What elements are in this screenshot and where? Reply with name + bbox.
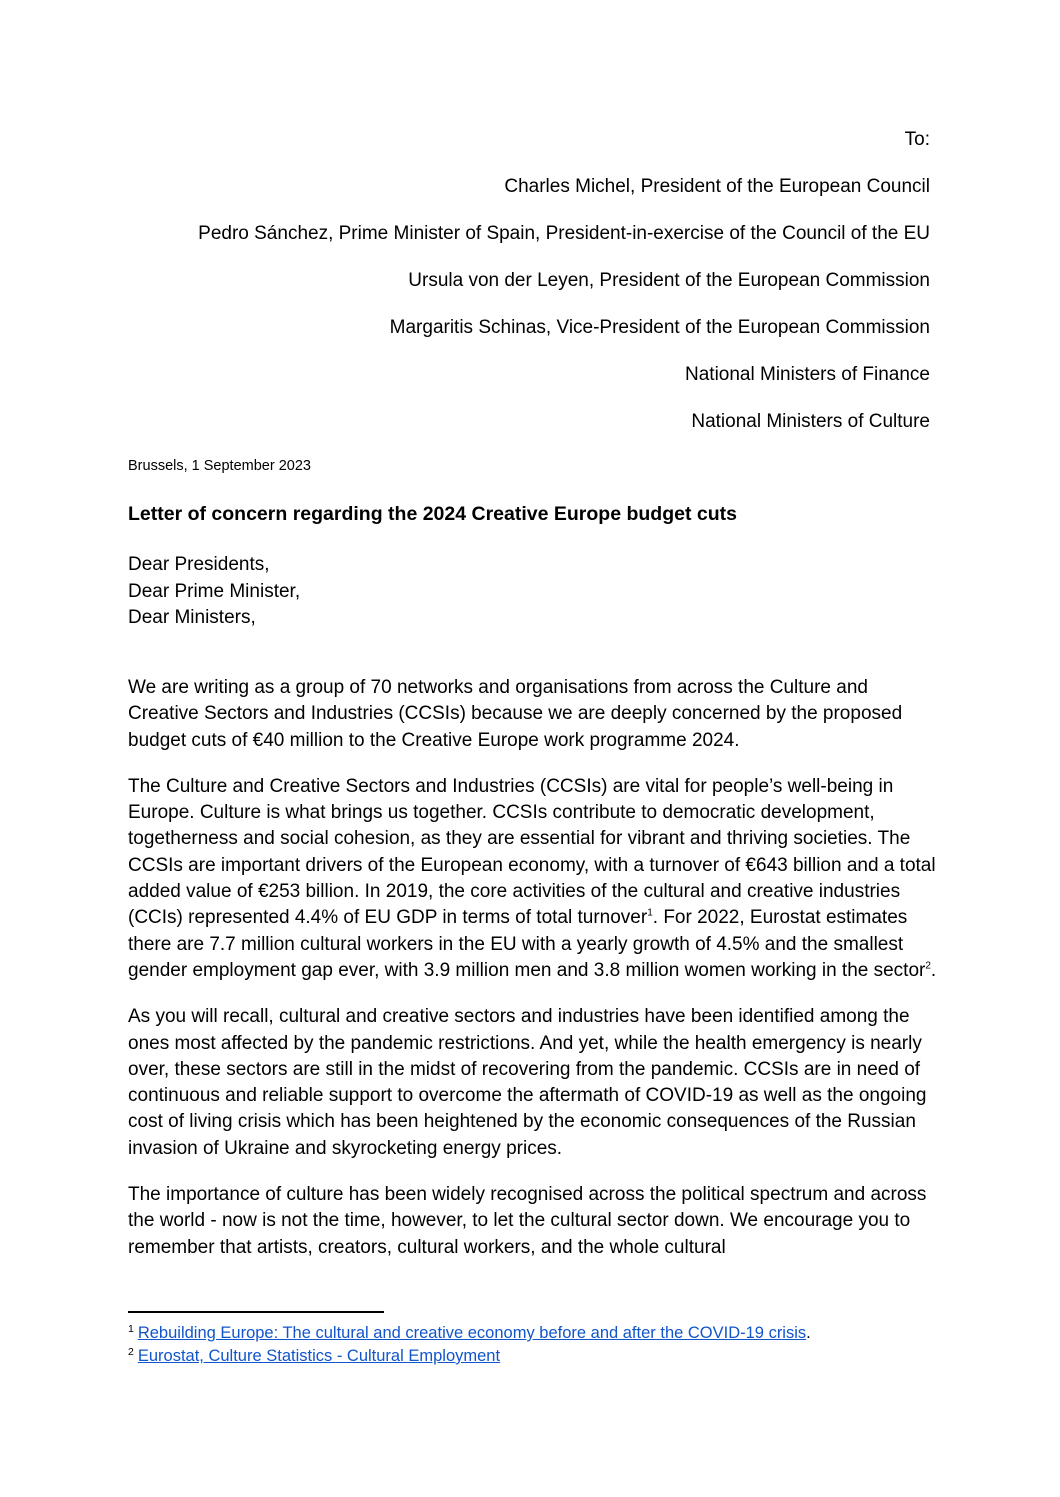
recipient-ursula-von-der-leyen: Ursula von der Leyen, President of the European Commission	[408, 270, 930, 291]
footnote-link-rebuilding-europe[interactable]: Rebuilding Europe: The cultural and creative economy before and after the COVID-19 crisis	[137, 1324, 807, 1342]
recipient-margaritis-schinas: Margaritis Schinas, Vice-President of the European Commission	[389, 317, 930, 338]
recipient-ministers-culture: National Ministers of Culture	[691, 411, 930, 432]
paragraph-3: As you will recall, cultural and creative sectors and industries have been identified among the ones most affected by the pandemic restrictions. And yet, while the health emergency is nearly over, these sectors are still in the midst of recovering from the pandemic. CCSIs are in need of continuous and reliable support to overcome the aftermath of COVID-19 as well as the ongoing cost of living crisis which has been heightened by the economic consequences of the Russian invasion of Ukraine and skyrocketing energy prices.	[128, 1006, 927, 1159]
footnote-divider	[128, 1311, 384, 1313]
footnote-2	[128, 1345, 811, 1368]
footnote-number: 1	[128, 1322, 134, 1335]
paragraph-2: The Culture and Creative Sectors and Industries (CCSIs) are vital for people’s well-being in Europe. Culture is what brings us together. CCSIs contribute to democratic development, togetherness and social cohesion, as they are essential for vibrant and thriving societies. The CCSIs are important drivers of the European economy, with a turnover of €643 billion and a total added value of €253 billion. In 2019, the core activities of the cultural and creative industries (CCIs) represented 4.4% of EU GDP in terms of total turnover$^1$. For 2022, Eurostat estimates there are 7.7 million cultural workers in the EU with a yearly growth of 4.5% and the smallest gender employment gap ever, with 3.9 million men and 3.8 million women working in the sector$^2$.	[128, 775, 937, 981]
salutation-presidents: Dear Presidents,	[128, 554, 270, 575]
recipient-charles-michel: Charles Michel, President of the European Council	[504, 176, 930, 197]
letter-date: Brussels, 1 September 2023	[128, 458, 311, 474]
footnotes	[128, 1322, 811, 1368]
recipients-block	[198, 128, 930, 457]
salutation-prime-minister: Dear Prime Minister,	[128, 580, 301, 602]
salutations	[128, 552, 300, 632]
paragraph-1: We are writing as a group of 70 networks and organisations from across the Culture and Creative Sectors and Industries (CCSIs) because we are deeply concerned by the proposed budget cuts of €40 million to the Creative Europe work programme 2024.	[128, 677, 903, 751]
letter-body	[128, 675, 943, 1281]
footnote-ref-2[interactable]: 2	[925, 960, 931, 972]
recipient-ministers-finance: National Ministers of Finance	[685, 364, 930, 385]
footnote-1: $^1$ Rebuilding Europe: The cultural and creative economy before and after the COVID-19 crisis.	[128, 1322, 811, 1342]
letter-title: Letter of concern regarding the 2024 Creative Europe budget cuts	[128, 503, 737, 525]
footnote-link-eurostat[interactable]: Eurostat, Culture Statistics - Cultural Employment	[137, 1347, 501, 1365]
to-label: To:	[904, 129, 930, 150]
paragraph-4: The importance of culture has been widely recognised across the political spectrum and across the world - now is not the time, however, to let the cultural sector down. We encourage you to remember that artists, creators, cultural workers, and the whole cultural	[128, 1184, 927, 1258]
footnote-number: 2	[128, 1345, 134, 1358]
recipient-pedro-sanchez: Pedro Sánchez, Prime Minister of Spain, President-in-exercise of the Council of the EU	[198, 223, 930, 244]
footnote-ref-1[interactable]: 1	[647, 908, 653, 920]
salutation-ministers: Dear Ministers,	[128, 607, 256, 628]
